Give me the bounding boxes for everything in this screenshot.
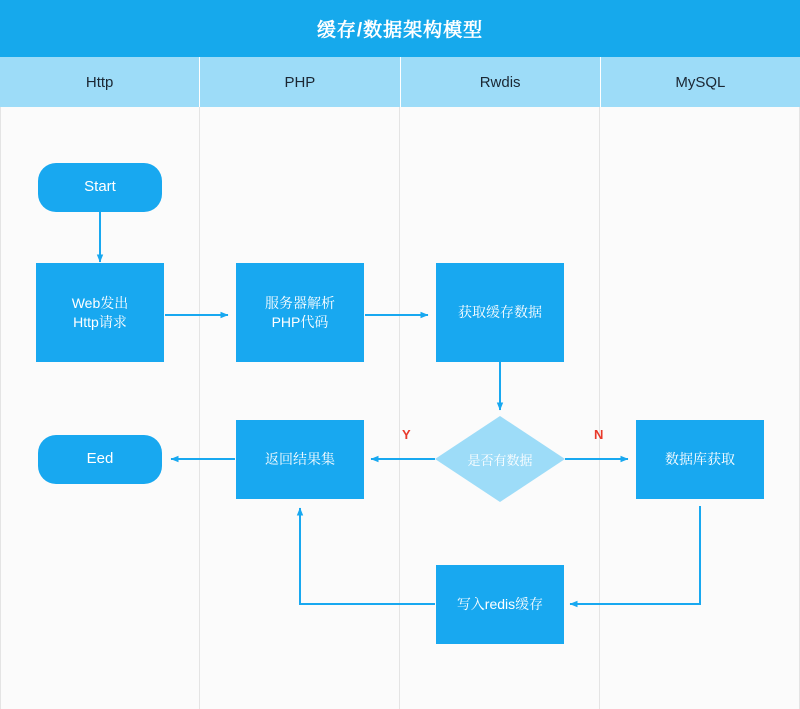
lane-header-php: PHP <box>200 57 400 107</box>
page-title: 缓存/数据架构模型 <box>0 0 800 57</box>
node-decision[interactable] <box>435 416 565 502</box>
node-web-request[interactable]: Web发出 Http请求 <box>36 263 164 362</box>
node-end[interactable]: Eed <box>38 435 162 484</box>
lane-header-rwdis: Rwdis <box>401 57 601 107</box>
edge-label-yes: Y <box>402 427 411 442</box>
node-get-cache[interactable]: 获取缓存数据 <box>436 263 564 362</box>
node-parse-php[interactable]: 服务器解析 PHP代码 <box>236 263 364 362</box>
node-db-get[interactable]: 数据库获取 <box>636 420 764 499</box>
node-write-redis[interactable]: 写入redis缓存 <box>436 565 564 644</box>
node-start[interactable]: Start <box>38 163 162 212</box>
node-return-result[interactable]: 返回结果集 <box>236 420 364 499</box>
lane-header-mysql: MySQL <box>675 73 726 91</box>
lane-column-php <box>200 107 400 709</box>
lane-column-mysql <box>600 107 800 709</box>
node-decision-label: 是否有数据 <box>467 452 533 468</box>
edge-label-no: N <box>594 427 604 442</box>
lane-header-http: Http <box>0 57 200 107</box>
lane-header-row <box>0 57 800 107</box>
